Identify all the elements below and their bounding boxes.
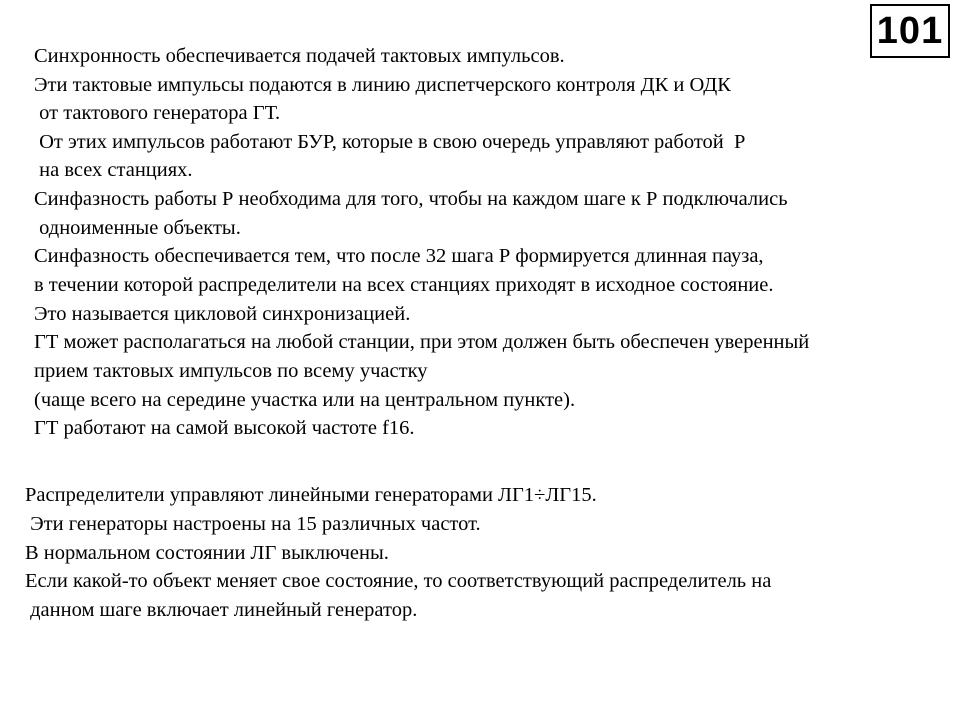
text-line: одноименные объекты. [34,217,241,239]
text-line: От этих импульсов работают БУР, которые в свою очередь управляют работой Р [34,131,746,153]
text-line: в течении которой распределители на всех станциях приходят в исходное состояние. [34,274,774,296]
text-line: Синфазность работы Р необходима для того, чтобы на каждом шаге к Р подключались [34,188,788,210]
page-number: 101 [876,10,944,52]
text-line: В нормальном состоянии ЛГ выключены. [25,542,389,564]
text-line: Синфазность обеспечивается тем, что после 32 шага Р формируется длинная пауза, [34,245,764,267]
text-line: на всех станциях. [34,159,193,181]
text-line: прием тактовых импульсов по всему участку [34,360,428,382]
text-line: Синхронность обеспечивается подачей тактовых импульсов. [34,45,565,67]
text-line: данном шаге включает линейный генератор. [25,599,418,621]
text-line: ГТ может располагаться на любой станции, при этом должен быть обеспечен уверенный [34,331,810,353]
text-line: (чаще всего на середине участка или на центральном пункте). [34,389,576,411]
text-line: Эти генераторы настроены на 15 различных частот. [25,513,481,535]
text-line: ГТ работают на самой высокой частоте f16. [34,417,415,439]
page-number-box [870,4,950,58]
text-line: от тактового генератора ГТ. [34,102,281,124]
text-line: Эти тактовые импульсы подаются в линию диспетчерского контроля ДК и ОДК [34,74,731,96]
text-line: Это называется цикловой синхронизацией. [34,303,411,325]
text-line: Если какой-то объект меняет свое состояние, то соответствующий распределитель на [25,570,772,592]
text-line: Распределители управляют линейными генераторами ЛГ1÷ЛГ15. [25,484,597,506]
